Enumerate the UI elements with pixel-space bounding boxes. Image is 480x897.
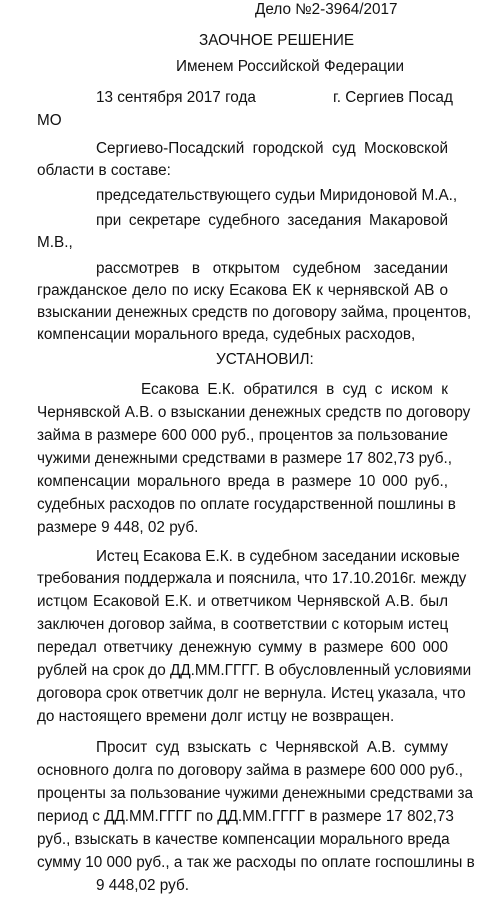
secretary-line-1: при секретаре судебного заседания Макаровой: [96, 212, 448, 229]
paragraph3-line: проценты за пользование чужими денежными средствами за: [37, 785, 474, 802]
considered-line-4: компенсации морального вреда, судебных расходов,: [37, 326, 416, 343]
paragraph1-line: займа в размере 600 000 руб., процентов за пользование: [37, 427, 448, 444]
paragraph2-line: договора срок ответчик долг не вернула. Истец указала, что: [37, 685, 466, 702]
paragraph3-line: Просит суд взыскать с Чернявской А.В. сумму: [96, 739, 448, 756]
paragraph1-line: чужими денежными средствами в размере 17 802,73 руб.,: [37, 450, 453, 467]
considered-line-3: взыскании денежных средств по договору займа, процентов,: [37, 304, 472, 321]
paragraph2-line: передал ответчику денежную сумму в размере 600 000: [37, 639, 448, 656]
considered-line-2: гражданское дело по иску Есакова ЕК к чернявской АВ о: [37, 282, 448, 299]
established-heading: УСТАНОВИЛ:: [216, 351, 314, 368]
paragraph1-line: Есакова Е.К. обратился в суд с иском к: [141, 381, 448, 398]
paragraph3-line: 9 448,02 руб.: [96, 877, 189, 894]
secretary-line-2: М.В.,: [37, 234, 73, 251]
document-subtitle: Именем Российской Федерации: [176, 58, 405, 75]
court-line-2: области в составе:: [37, 162, 171, 179]
document-title: ЗАОЧНОЕ РЕШЕНИЕ: [199, 32, 355, 49]
paragraph2-line: Истец Есакова Е.К. в судебном заседании исковые: [96, 548, 460, 565]
paragraph1-line: судебных расходов по оплате государственной пошлины в: [37, 496, 456, 513]
paragraph2-line: рублей на срок до ДД.ММ.ГГГГ. В обусловленный условиями: [37, 662, 472, 679]
case-number: Дело №2-3964/2017: [255, 1, 398, 18]
paragraph1-line: Чернявской А.В. о взыскании денежных средств по договору: [37, 404, 471, 421]
paragraph3-line: период с ДД.ММ.ГГГГ по ДД.ММ.ГГГГ в размере 17 802,73: [37, 808, 454, 825]
judge-line: председательствующего судьи Миридоновой М.А.,: [96, 187, 458, 204]
considered-line-1: рассмотрев в открытом судебном заседании: [96, 260, 448, 277]
paragraph2-line: требования поддержала и пояснила, что 17.10.2016г. между: [37, 570, 467, 587]
paragraph1-line: компенсации морального вреда в размере 10 000 руб.,: [37, 473, 448, 490]
decision-place: г. Сергиев Посад: [333, 89, 453, 106]
paragraph1-line: размере 9 448, 02 руб.: [37, 519, 199, 536]
court-line-1: Сергиево-Посадский городской суд Московской: [96, 140, 448, 157]
paragraph3-line: руб., взыскать в качестве компенсации морального вреда: [37, 831, 450, 848]
paragraph2-line: до настоящего времени долг истцу не возвращен.: [37, 708, 395, 725]
decision-place-region: МО: [37, 112, 62, 129]
paragraph3-line: сумму 10 000 руб., а так же расходы по оплате госпошлины в: [37, 854, 475, 871]
paragraph3-line: основного долга по договору займа в размере 600 000 руб.,: [37, 762, 463, 779]
decision-date: 13 сентября 2017 года: [96, 89, 256, 106]
paragraph2-line: истцом Есаковой Е.К. и ответчиком Чернявской А.В. был: [37, 593, 448, 610]
paragraph2-line: заключен договор займа, в соответствии с которым истец: [37, 616, 449, 633]
